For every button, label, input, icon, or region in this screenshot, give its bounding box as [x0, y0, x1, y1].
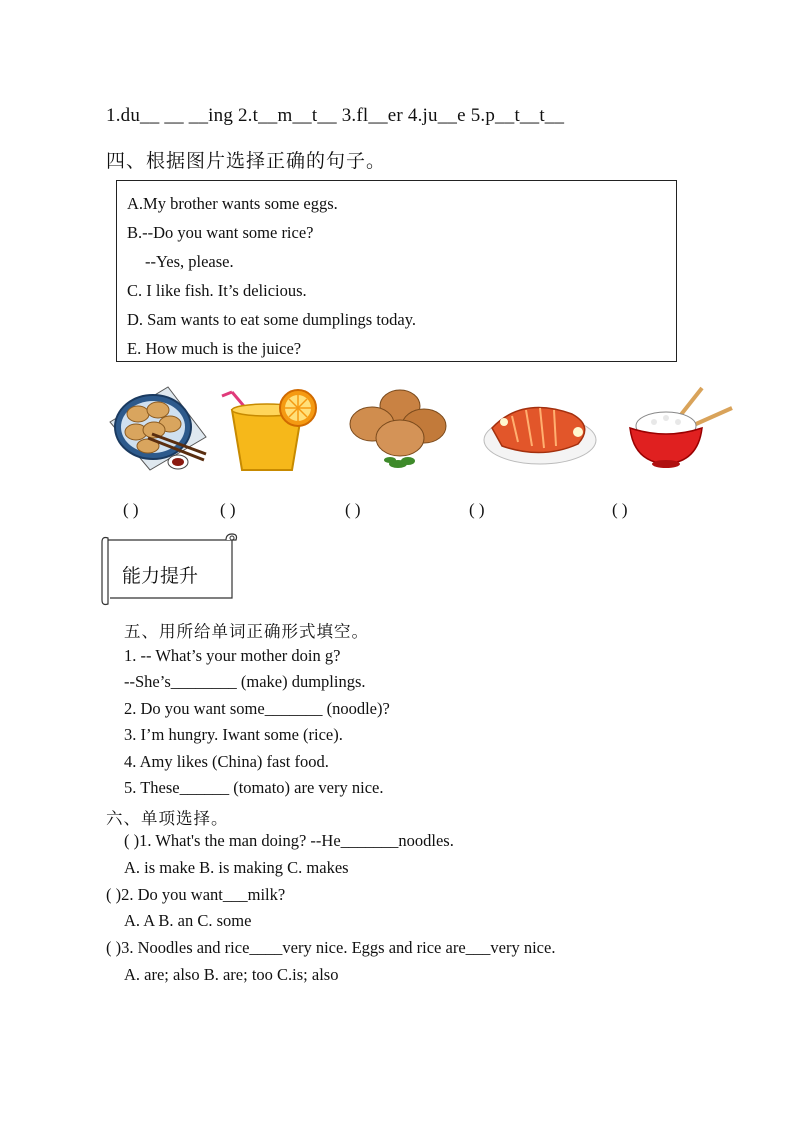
s5-line-2: --She’s________ (make) dumplings. — [124, 672, 366, 691]
answer-blank-4[interactable]: ( ) — [469, 500, 485, 519]
dumplings-icon — [108, 382, 208, 474]
spelling-exercise: 1.du__ __ __ing 2.t__m__t__ 3.fl__er 4.ju__e 5.p__t__t__ — [106, 105, 565, 126]
section-6-title: 六、单项选择。 — [106, 809, 229, 828]
section-4-title: 四、根据图片选择正确的句子。 — [106, 150, 387, 172]
s6-options-1: A. is make B. is making C. makes — [124, 858, 349, 877]
s5-line-1: 1. -- What’s your mother doin g? — [124, 646, 341, 665]
s6-options-2: A. A B. an C. some — [124, 911, 252, 930]
s5-line-6: 5. These______ (tomato) are very nice. — [124, 778, 384, 797]
juice-icon — [218, 388, 322, 474]
option-b-answer: --Yes, please. — [145, 252, 234, 271]
banner-label: 能力提升 — [122, 565, 199, 587]
s5-line-5: 4. Amy likes (China) fast food. — [124, 752, 329, 771]
answer-blank-5[interactable]: ( ) — [612, 500, 628, 519]
rice-bowl-icon — [626, 386, 736, 470]
option-c: C. I like fish. It’s delicious. — [127, 281, 307, 300]
eggs-icon — [348, 384, 454, 474]
section-5-title: 五、用所给单词正确形式填空。 — [124, 622, 369, 641]
option-b: B.--Do you want some rice? — [127, 223, 314, 242]
answer-blank-3[interactable]: ( ) — [345, 500, 361, 519]
answer-blank-1[interactable]: ( ) — [123, 500, 139, 519]
option-d: D. Sam wants to eat some dumplings today. — [127, 310, 417, 329]
s6-question-2: ( )2. Do you want___milk? — [106, 885, 286, 904]
fish-dish-icon — [482, 386, 600, 470]
s5-line-4: 3. I’m hungry. Iwant some (rice). — [124, 725, 343, 744]
option-e: E. How much is the juice? — [127, 339, 302, 358]
option-a: A.My brother wants some eggs. — [127, 194, 338, 213]
s6-question-1: ( )1. What's the man doing? --He_______noodles. — [124, 831, 454, 850]
answer-blank-2[interactable]: ( ) — [220, 500, 236, 519]
s6-question-3: ( )3. Noodles and rice____very nice. Eggs and rice are___very nice. — [106, 938, 556, 957]
s6-options-3: A. are; also B. are; too C.is; also — [124, 965, 339, 984]
s5-line-3: 2. Do you want some_______ (noodle)? — [124, 699, 390, 718]
options-box — [116, 180, 677, 362]
